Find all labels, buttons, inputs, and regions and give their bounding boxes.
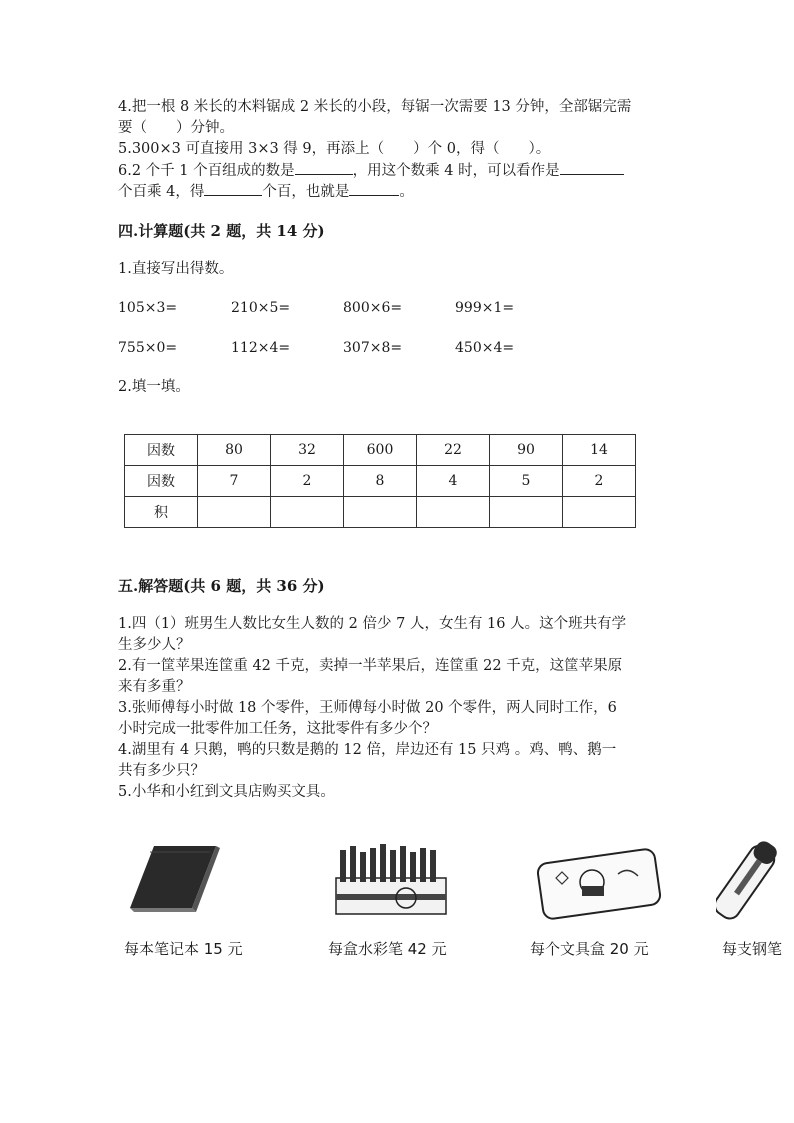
answer-cell[interactable] xyxy=(417,497,490,528)
table-cell: 2 xyxy=(271,466,344,497)
table-cell: 22 xyxy=(417,435,490,466)
stationery-item xyxy=(322,838,472,968)
section-5-heading: 五.解答题(共 6 题，共 36 分) xyxy=(118,577,325,595)
question-6-part-d: 个百，也就是 xyxy=(262,184,350,200)
table-cell: 14 xyxy=(563,435,636,466)
pencil-case-icon xyxy=(526,838,676,928)
word-problem-line: 来有多重？ xyxy=(118,679,191,695)
row-label: 积 xyxy=(125,497,198,528)
table-cell: 32 xyxy=(271,435,344,466)
answer-blank xyxy=(349,181,399,196)
item-caption: 每个文具盒 20 元 xyxy=(530,940,649,958)
calc-question-1: 1.直接写出得数。 xyxy=(118,261,234,277)
question-4-line1: 4.把一根 8 米长的木料锯成 2 米长的小段，每锯一次需要 13 分钟，全部锯完需 xyxy=(118,99,632,115)
word-problem-line: 小时完成一批零件加工任务，这批零件有多少个？ xyxy=(118,721,437,737)
word-problem-line: 5.小华和小红到文具店购买文具。 xyxy=(118,784,335,800)
notebook-icon xyxy=(120,838,270,928)
answer-blank xyxy=(560,160,624,175)
answer-cell[interactable] xyxy=(563,497,636,528)
stationery-item xyxy=(120,838,270,968)
table-cell: 90 xyxy=(490,435,563,466)
row-label: 因数 xyxy=(125,435,198,466)
table-row xyxy=(125,435,636,466)
word-problem-line: 生多少人？ xyxy=(118,637,191,653)
item-caption: 每支钢笔 xyxy=(722,940,783,958)
word-problem-line: 4.湖里有 4 只鹅，鸭的只数是鹅的 12 倍，岸边还有 15 只鸡 。鸡、鸭、鹅一 xyxy=(118,742,617,758)
item-caption: 每盒水彩笔 42 元 xyxy=(328,940,447,958)
question-6-part-a: 6.2 个千 1 个百组成的数是 xyxy=(118,163,295,179)
section-4-heading: 四.计算题(共 2 题，共 14 分) xyxy=(118,222,325,240)
table-cell: 7 xyxy=(198,466,271,497)
table-cell: 2 xyxy=(563,466,636,497)
calc-question-2: 2.填一填。 xyxy=(118,379,190,395)
pen-icon xyxy=(716,838,794,928)
word-problem-line: 2.有一筐苹果连筐重 42 千克，卖掉一半苹果后，连筐重 22 千克，这筐苹果原 xyxy=(118,658,623,674)
calc-item: 999×1= xyxy=(455,300,515,316)
answer-blank xyxy=(204,181,262,196)
question-5: 5.300×3 可直接用 3×3 得 9，再添上（ ）个 0，得（ ）。 xyxy=(118,141,551,157)
calc-item: 112×4= xyxy=(231,340,291,356)
question-6-line2 xyxy=(118,181,414,202)
table-cell: 600 xyxy=(344,435,417,466)
word-problem-line: 3.张师傅每小时做 18 个零件，王师傅每小时做 20 个零件，两人同时工作，6 xyxy=(118,700,617,716)
table-cell: 80 xyxy=(198,435,271,466)
calc-item: 105×3= xyxy=(118,300,178,316)
calc-item: 755×0= xyxy=(118,340,178,356)
factor-table xyxy=(124,434,636,528)
row-label: 因数 xyxy=(125,466,198,497)
watercolor-pens-icon xyxy=(322,838,472,928)
question-6-part-e: 。 xyxy=(399,184,414,200)
stationery-item xyxy=(526,838,676,968)
calc-item: 800×6= xyxy=(343,300,403,316)
question-4-line2: 要（ ）分钟。 xyxy=(118,120,234,136)
question-6-part-b: ，用这个数乘 4 时，可以看作是 xyxy=(352,163,560,179)
table-cell: 4 xyxy=(417,466,490,497)
question-6-part-c: 个百乘 4，得 xyxy=(118,184,205,200)
calc-item: 307×8= xyxy=(343,340,403,356)
answer-cell[interactable] xyxy=(344,497,417,528)
word-problem-line: 共有多少只？ xyxy=(118,763,205,779)
calc-item: 450×4= xyxy=(455,340,515,356)
answer-cell[interactable] xyxy=(198,497,271,528)
stationery-item xyxy=(716,838,794,968)
answer-blank xyxy=(295,160,353,175)
calc-item: 210×5= xyxy=(231,300,291,316)
answer-cell[interactable] xyxy=(490,497,563,528)
table-cell: 5 xyxy=(490,466,563,497)
table-cell: 8 xyxy=(344,466,417,497)
word-problem-line: 1.四（1）班男生人数比女生人数的 2 倍少 7 人，女生有 16 人。这个班共有学 xyxy=(118,616,627,632)
item-caption: 每本笔记本 15 元 xyxy=(124,940,243,958)
question-6-line1 xyxy=(118,160,624,181)
answer-cell[interactable] xyxy=(271,497,344,528)
table-row xyxy=(125,497,636,528)
table-row xyxy=(125,466,636,497)
